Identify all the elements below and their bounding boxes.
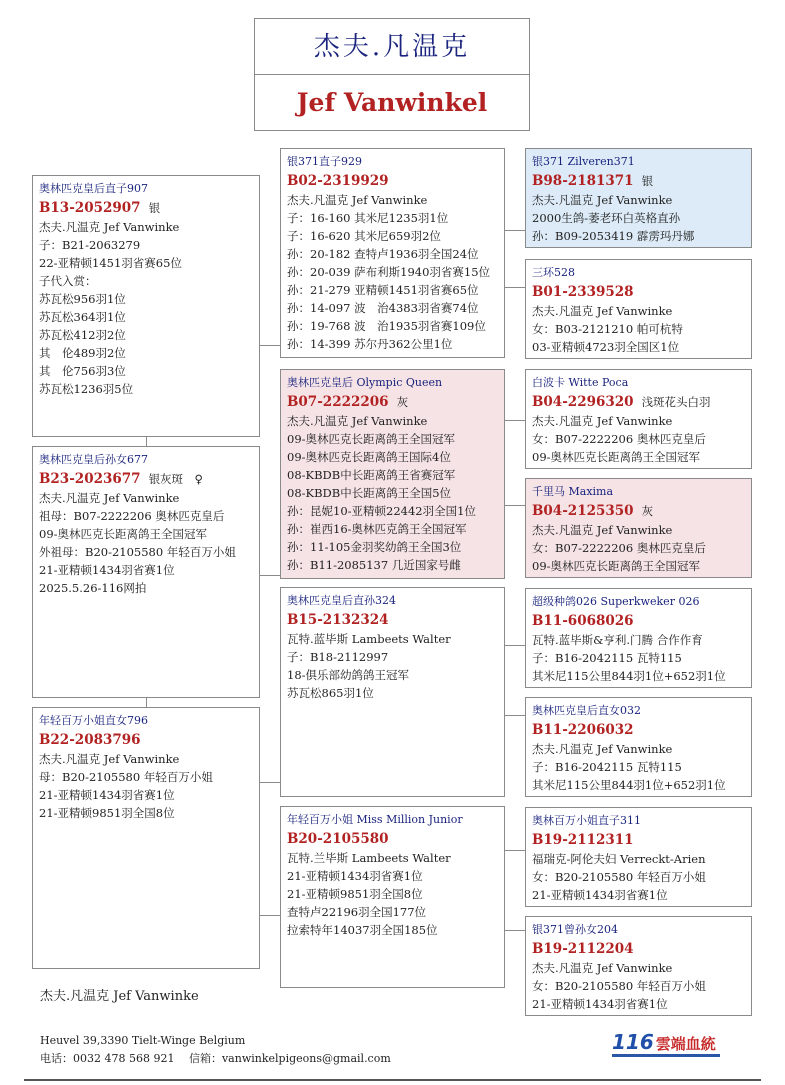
info-line: 子：16-620 其米尼659羽2位 xyxy=(287,229,441,243)
info-line: 21-亚精顿9851羽全国8位 xyxy=(39,806,175,820)
info-line: 杰夫.凡温克 Jef Vanwinke xyxy=(532,414,673,428)
logo-underline xyxy=(612,1054,720,1057)
pigeon-name: 年轻百万小姐直女796 xyxy=(39,714,148,727)
connector-line xyxy=(505,287,525,288)
feather-color: 银 xyxy=(148,201,161,215)
logo-number: 116 xyxy=(612,1030,654,1054)
connector-line xyxy=(505,505,525,506)
info-line: 苏瓦松865羽1位 xyxy=(287,686,374,700)
info-line: 子：B21-2063279 xyxy=(39,238,141,252)
info-line: 2025.5.26-116网拍 xyxy=(39,581,147,595)
pigeon-name: 年轻百万小姐 Miss Million Junior xyxy=(287,813,463,826)
address: Heuvel 39,3390 Tielt-Winge Belgium xyxy=(40,1034,246,1047)
info-line: 21-亚精顿1434羽省赛1位 xyxy=(532,888,668,902)
info-line: 拉索特年14037羽全国185位 xyxy=(287,923,438,937)
info-line: 孙：崔西16-奥林匹克鸽王全国冠军 xyxy=(287,522,467,536)
ring-number: B22-2083796 xyxy=(39,732,141,748)
pigeon-mate-card xyxy=(32,446,260,698)
info-line: 其 伦489羽2位 xyxy=(39,346,126,360)
info-line: 祖母：B07-2222206 奥林匹克皇后 xyxy=(39,509,225,523)
pigeon-name: 奥林匹克皇后孙女677 xyxy=(39,453,148,466)
info-line: 子代入赏： xyxy=(39,274,97,288)
info-line: 母：B20-2105580 年轻百万小姐 xyxy=(39,770,213,784)
info-line: 苏瓦松364羽1位 xyxy=(39,310,126,324)
breeder-name: 杰夫.凡温克 Jef Vanwinke xyxy=(40,989,199,1004)
info-line: 瓦特.兰毕斯 Lambeets Walter xyxy=(287,851,451,865)
connector-line xyxy=(146,437,147,446)
pigeon-subject-card xyxy=(32,175,260,437)
info-line: 子：B16-2042115 瓦特115 xyxy=(532,651,682,665)
title-chinese: 杰夫.凡温克 xyxy=(255,19,529,75)
info-line: 女：B03-2121210 帕可杭特 xyxy=(532,322,683,336)
pigeon-mate-sire-card xyxy=(280,587,505,797)
info-line: 瓦特.蓝毕斯&亨利.门腾 合作作育 xyxy=(532,633,703,647)
pigeon-name: 银371直子929 xyxy=(287,155,362,168)
info-line: 21-亚精顿9851羽全国8位 xyxy=(287,887,423,901)
info-line: 女：B20-2105580 年轻百万小姐 xyxy=(532,870,706,884)
info-line: 其 伦756羽3位 xyxy=(39,364,126,378)
ring-number: B11-6068026 xyxy=(532,613,634,629)
pigeon-g4-card xyxy=(525,478,752,578)
info-line: 杰夫.凡温克 Jef Vanwinke xyxy=(532,304,673,318)
pigeon-g7-card xyxy=(525,807,752,907)
connector-line xyxy=(260,915,280,916)
pigeon-g5-card xyxy=(525,588,752,688)
pigeon-g3-card xyxy=(525,369,752,469)
info-line: 福瑞克-阿伦夫妇 Verreckt-Arien xyxy=(532,852,706,866)
info-line: 09-奥林匹克长距离鸽王国际4位 xyxy=(287,450,451,464)
info-line: 09-奥林匹克长距离鸽王全国冠军 xyxy=(532,450,701,464)
info-line: 09-奥林匹克长距离鸽王全国冠军 xyxy=(39,527,208,541)
ring-number: B23-2023677 xyxy=(39,471,141,487)
ring-number: B98-2181371 xyxy=(532,173,634,189)
feather-color: 银 xyxy=(641,174,654,188)
info-line: 03-亚精顿4723羽全国区1位 xyxy=(532,340,680,354)
pigeon-name: 超级种鸽026 Superkweker 026 xyxy=(532,595,700,608)
title-box xyxy=(254,18,530,131)
pigeon-dam-card xyxy=(280,369,505,579)
info-line: 21-亚精顿1434羽省赛1位 xyxy=(532,997,668,1011)
ring-number: B02-2319929 xyxy=(287,173,389,189)
info-line: 孙：11-105金羽奖幼鸽王全国3位 xyxy=(287,540,462,554)
pigeon-g8-card xyxy=(525,916,752,1016)
info-line: 09-奥林匹克长距离鸽王全国冠军 xyxy=(532,559,701,573)
ring-number: B11-2206032 xyxy=(532,722,634,738)
info-line: 孙：昆妮10-亚精顿22442羽全国1位 xyxy=(287,504,476,518)
pigeon-mate-dam-card xyxy=(32,707,260,969)
info-line: 08-KBDB中长距离鸽王省赛冠军 xyxy=(287,468,456,482)
info-line: 18-俱乐部幼鸽鸽王冠军 xyxy=(287,668,410,682)
info-line: 08-KBDB中长距离鸽王全国5位 xyxy=(287,486,452,500)
info-line: 孙：21-279 亚精顿1451羽省赛65位 xyxy=(287,283,479,297)
info-line: 杰夫.凡温克 Jef Vanwinke xyxy=(532,193,673,207)
pigeon-name: 奥林匹克皇后直子907 xyxy=(39,182,148,195)
info-line: 外祖母：B20-2105580 年轻百万小姐 xyxy=(39,545,236,559)
feather-color: 浅斑花头白羽 xyxy=(641,395,711,409)
ring-number: B15-2132324 xyxy=(287,612,389,628)
info-line: 杰夫.凡温克 Jef Vanwinke xyxy=(39,491,180,505)
info-line: 09-奥林匹克长距离鸽王全国冠军 xyxy=(287,432,456,446)
info-line: 杰夫.凡温克 Jef Vanwinke xyxy=(287,193,428,207)
info-line: 杰夫.凡温克 Jef Vanwinke xyxy=(532,961,673,975)
contact-info: 电话：0032 478 568 921 信箱：vanwinkelpigeons@gmail.com xyxy=(40,1052,391,1065)
divider xyxy=(24,1079,761,1081)
logo-text: 雲端血統 xyxy=(655,1035,716,1053)
info-line: 孙：B11-2085137 几近国家号雌 xyxy=(287,558,461,572)
pigeon-sire-card xyxy=(280,148,505,358)
pigeon-name: 白波卡 Witte Poca xyxy=(532,376,629,389)
info-line: 子：16-160 其米尼1235羽1位 xyxy=(287,211,449,225)
info-line: 女：B07-2222206 奥林匹克皇后 xyxy=(532,541,706,555)
info-line: 孙：14-399 苏尔丹362公里1位 xyxy=(287,337,453,351)
pigeon-name: 千里马 Maxima xyxy=(532,485,614,498)
connector-line xyxy=(505,420,525,421)
ring-number: B01-2339528 xyxy=(532,284,634,300)
info-line: 杰夫.凡温克 Jef Vanwinke xyxy=(39,220,180,234)
connector-line xyxy=(505,230,525,231)
connector-line xyxy=(505,645,525,646)
info-line: 子：B18-2112997 xyxy=(287,650,389,664)
info-line: 其米尼115公里844羽1位+652羽1位 xyxy=(532,669,726,683)
info-line: 孙：20-182 查特卢1936羽全国24位 xyxy=(287,247,479,261)
info-line: 杰夫.凡温克 Jef Vanwinke xyxy=(532,523,673,537)
ring-number: B19-2112311 xyxy=(532,832,634,848)
feather-color: 灰 xyxy=(396,395,409,409)
info-line: 21-亚精顿1434羽省赛1位 xyxy=(39,563,175,577)
info-line: 孙：B09-2053419 霹雳玛丹娜 xyxy=(532,229,695,243)
pigeon-g2-card xyxy=(525,259,752,359)
pigeon-name: 银371 Zilveren371 xyxy=(532,155,635,168)
info-line: 苏瓦松412羽2位 xyxy=(39,328,126,342)
pigeon-name: 奥林匹克皇后直女032 xyxy=(532,704,641,717)
pigeon-name: 银371曾孙女204 xyxy=(532,923,618,936)
title-english: Jef Vanwinkel xyxy=(296,88,488,117)
pigeon-name: 奥林百万小姐直子311 xyxy=(532,814,641,827)
info-line: 女：B07-2222206 奥林匹克皇后 xyxy=(532,432,706,446)
ring-number: B07-2222206 xyxy=(287,394,389,410)
ring-number: B04-2125350 xyxy=(532,503,634,519)
info-line: 女：B20-2105580 年轻百万小姐 xyxy=(532,979,706,993)
connector-line xyxy=(260,782,280,783)
pigeon-g1-card xyxy=(525,148,752,248)
info-line: 杰夫.凡温克 Jef Vanwinke xyxy=(532,742,673,756)
info-line: 孙：19-768 波 治1935羽省赛109位 xyxy=(287,319,486,333)
info-line: 孙：20-039 萨布利斯1940羽省赛15位 xyxy=(287,265,491,279)
info-line: 苏瓦松1236羽5位 xyxy=(39,382,134,396)
pigeon-name: 奥林匹克皇后 Olympic Queen xyxy=(287,376,443,389)
ring-number: B04-2296320 xyxy=(532,394,634,410)
pigeon-name: 奥林匹克皇后直孙324 xyxy=(287,594,396,607)
brand-logo xyxy=(612,1030,716,1054)
feather-color: 灰 xyxy=(641,504,654,518)
connector-line xyxy=(260,345,280,346)
info-line: 瓦特.蓝毕斯 Lambeets Walter xyxy=(287,632,451,646)
info-line: 22-亚精顿1451羽省赛65位 xyxy=(39,256,182,270)
connector-line xyxy=(505,850,525,851)
info-line: 其米尼115公里844羽1位+652羽1位 xyxy=(532,778,726,792)
ring-number: B13-2052907 xyxy=(39,200,141,216)
info-line: 21-亚精顿1434羽省赛1位 xyxy=(39,788,175,802)
connector-line xyxy=(505,930,525,931)
connector-line xyxy=(505,715,525,716)
feather-color: 银灰斑 ♀ xyxy=(148,472,203,486)
info-line: 查特卢22196羽全国177位 xyxy=(287,905,427,919)
ring-number: B19-2112204 xyxy=(532,941,634,957)
info-line: 子：B16-2042115 瓦特115 xyxy=(532,760,682,774)
info-line: 孙：14-097 波 治4383羽省赛74位 xyxy=(287,301,479,315)
info-line: 杰夫.凡温克 Jef Vanwinke xyxy=(39,752,180,766)
info-line: 杰夫.凡温克 Jef Vanwinke xyxy=(287,414,428,428)
ring-number: B20-2105580 xyxy=(287,831,389,847)
pigeon-g6-card xyxy=(525,697,752,797)
pigeon-name: 三环528 xyxy=(532,266,575,279)
connector-line xyxy=(146,698,147,707)
info-line: 苏瓦松956羽1位 xyxy=(39,292,126,306)
contact-block xyxy=(40,1032,391,1068)
info-line: 2000生鸽-萎老环白英格直孙 xyxy=(532,211,681,225)
pigeon-mate-granddam-card xyxy=(280,806,505,988)
connector-line xyxy=(260,575,280,576)
info-line: 21-亚精顿1434羽省赛1位 xyxy=(287,869,423,883)
